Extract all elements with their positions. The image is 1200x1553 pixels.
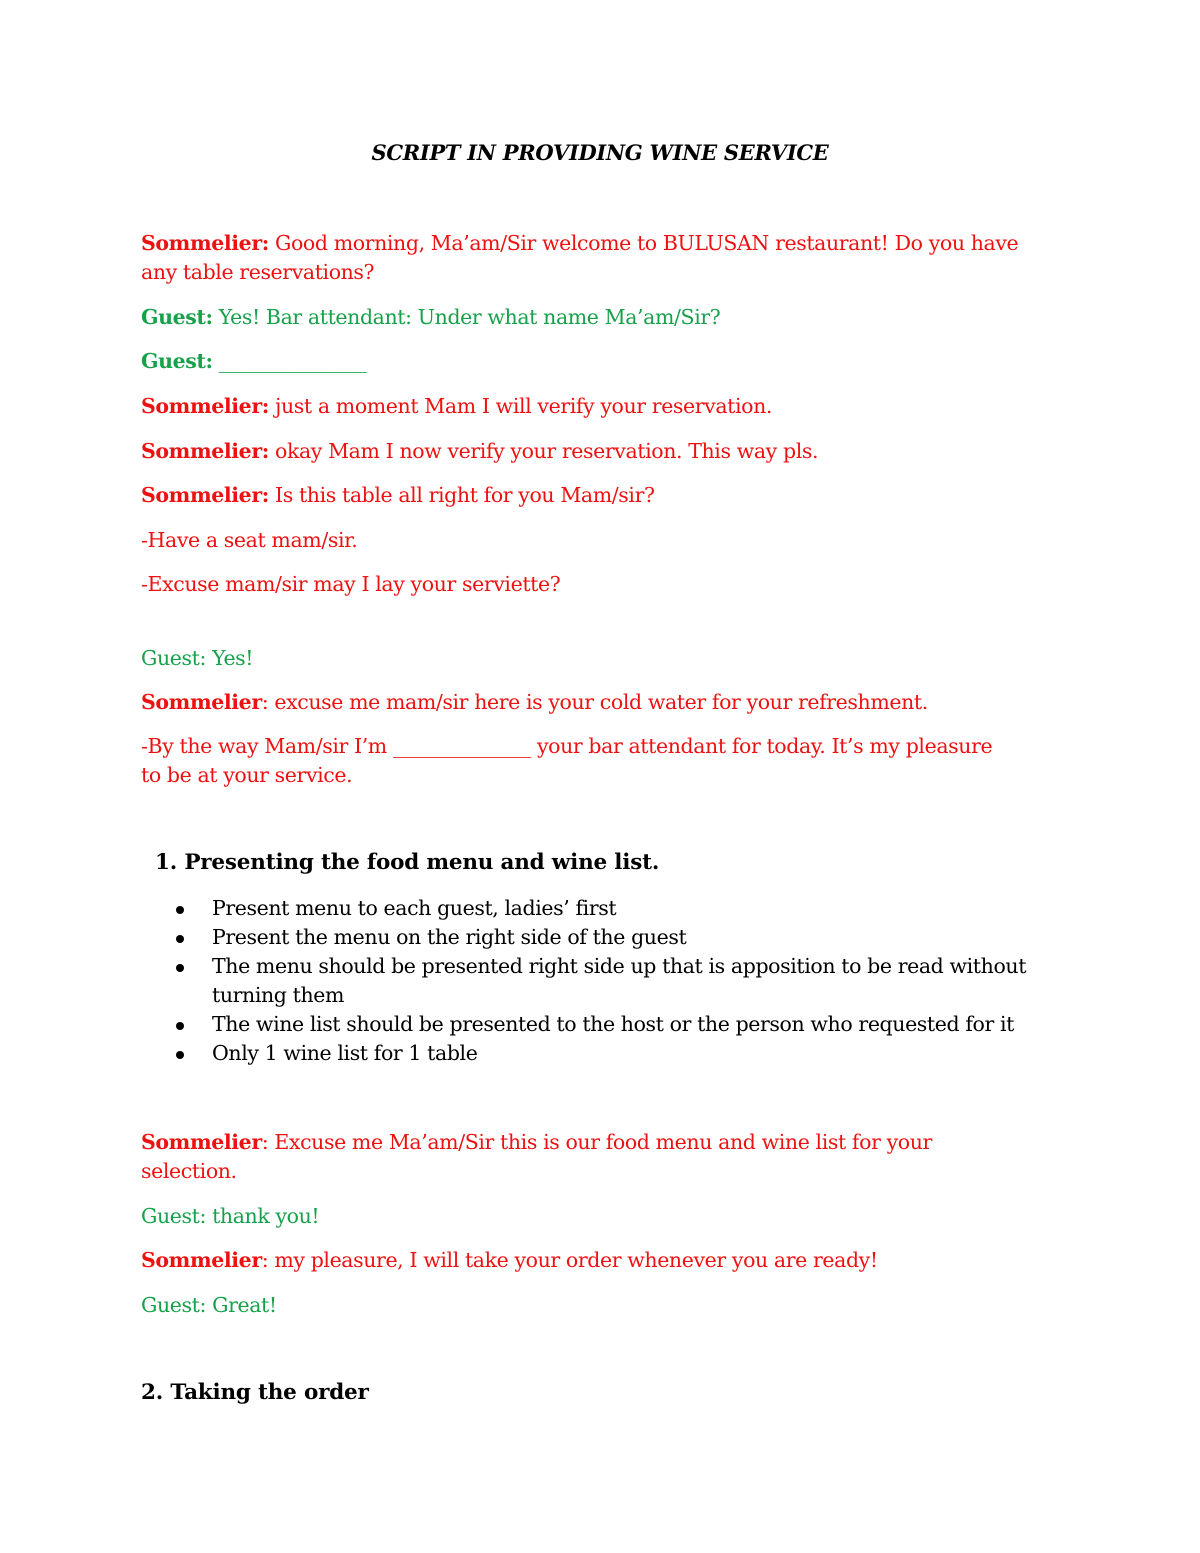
dialogue-text: Good morning, Ma’am/Sir welcome to BULUSAN restaurant! Do you have any table reservations? <box>141 231 1019 284</box>
dialogue-line-sommelier-verified <box>141 437 1041 466</box>
dialogue-line-guest-yes-2: Guest: Yes! <box>141 646 254 670</box>
dialogue-line-sommelier-verify <box>141 392 1041 421</box>
speaker-label: Sommelier <box>141 1130 262 1154</box>
bullet-icon <box>176 1022 184 1030</box>
dialogue-line-guest-thanks: Guest: thank you! <box>141 1204 320 1228</box>
dialogue-line-guest-name <box>141 347 1041 376</box>
dialogue-text: : excuse me mam/sir here is your cold water for your refreshment. <box>261 690 928 714</box>
speaker-label: Sommelier: <box>141 394 269 418</box>
speaker-label: Sommelier: <box>141 231 269 255</box>
dialogue-text: okay Mam I now verify your reservation. This way pls. <box>268 439 819 463</box>
dialogue-line-sommelier-water <box>141 688 1041 717</box>
bullet-icon <box>176 1051 184 1059</box>
dialogue-line-guest-great: Guest: Great! <box>141 1293 277 1317</box>
dialogue-line-serviette: -Excuse mam/sir may I lay your serviette? <box>141 572 561 596</box>
speaker-label: Guest: <box>141 305 213 329</box>
dialogue-text: Yes! Bar attendant: Under what name Ma’am/Sir? <box>212 305 721 329</box>
bullet-icon <box>176 906 184 914</box>
section-heading-presenting-menu: 1. Presenting the food menu and wine list. <box>155 850 660 875</box>
dialogue-line-introduction: -By the way Mam/sir I’m ______________ your bar attendant for today. It’s my pleasure to be at your service. <box>141 734 993 787</box>
bullet-icon <box>176 964 184 972</box>
speaker-label: Sommelier <box>141 1248 262 1272</box>
document-title: SCRIPT IN PROVIDING WINE SERVICE <box>371 140 829 165</box>
list-item <box>172 952 1072 1010</box>
dialogue-text: Is this table all right for you Mam/sir? <box>268 483 655 507</box>
dialogue-text: : Excuse me Ma’am/Sir this is our food menu and wine list for your selection. <box>141 1130 932 1183</box>
section-heading-taking-order: 2. Taking the order <box>141 1380 369 1405</box>
dialogue-line-sommelier-pleasure <box>141 1246 1041 1275</box>
list-item-text: Present menu to each guest, ladies’ first <box>212 896 617 920</box>
list-item <box>172 1039 1072 1068</box>
speaker-label: Guest: <box>141 349 213 373</box>
dialogue-line-sommelier-menu <box>141 1128 1001 1186</box>
speaker-label: Sommelier <box>141 690 262 714</box>
speaker-label: Sommelier: <box>141 439 269 463</box>
list-item-text: The menu should be presented right side up that is apposition to be read without turning them <box>212 954 1027 1007</box>
list-item-text: Present the menu on the right side of the guest <box>212 925 687 949</box>
menu-presentation-bullet-list <box>172 894 1072 1068</box>
list-item-text: Only 1 wine list for 1 table <box>212 1041 478 1065</box>
speaker-label: Sommelier: <box>141 483 269 507</box>
dialogue-line-have-seat: -Have a seat mam/sir. <box>141 528 358 552</box>
dialogue-line-sommelier-table <box>141 481 1041 510</box>
list-item <box>172 923 1072 952</box>
dialogue-line-sommelier-greeting <box>141 229 1041 287</box>
list-item <box>172 1010 1072 1039</box>
bullet-icon <box>176 935 184 943</box>
list-item-text: The wine list should be presented to the host or the person who requested for it <box>212 1012 1014 1036</box>
dialogue-text: : my pleasure, I will take your order whenever you are ready! <box>261 1248 878 1272</box>
dialogue-line-guest-yes <box>141 303 1041 332</box>
dialogue-text: just a moment Mam I will verify your reservation. <box>268 394 773 418</box>
name-blank: _______________ <box>212 349 367 373</box>
list-item <box>172 894 1072 923</box>
